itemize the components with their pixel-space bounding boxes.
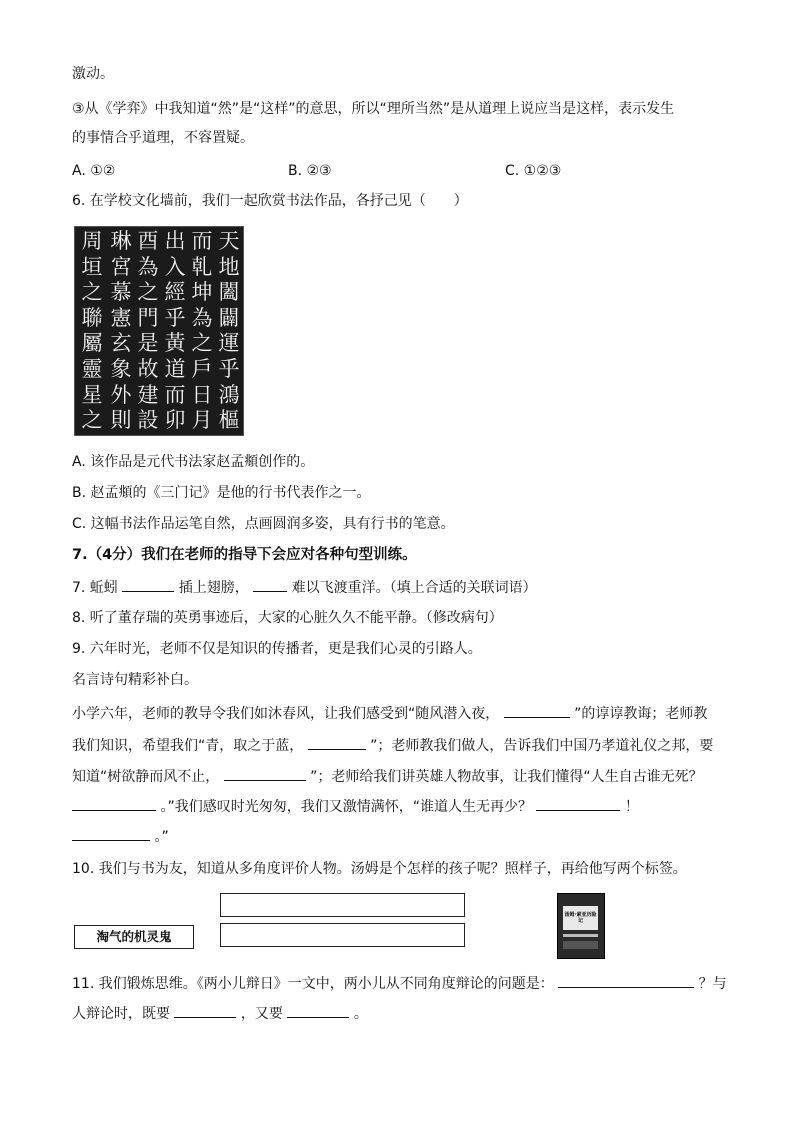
- q6-option-a[interactable]: A. 该作品是元代书法家赵孟頫创作的。: [72, 454, 315, 470]
- s7-part-b: 插上翅膀，: [178, 580, 249, 596]
- q5-text-line2: ③从《学弈》中我知道“然”是“这样”的意思，所以“理所当然”是从道理上说应当是这样，表示发生: [72, 101, 675, 117]
- q11-line-2: 人辩论时，既要 ，又要 。: [72, 1003, 368, 1024]
- poem-line-3: 知道“树欲静而风不止， ”；老师给我们讲英雄人物故事，让我们懂得“人生自古谁无死？: [72, 766, 703, 787]
- q5-option-a[interactable]: A. ①②: [72, 163, 116, 179]
- tag-answer-box-2[interactable]: [220, 923, 465, 947]
- example-tag: 淘气的机灵鬼: [74, 925, 194, 949]
- conjunction-blank-2[interactable]: [253, 577, 287, 592]
- calligraphy-column: 出入經乎黃道而卯: [164, 229, 186, 433]
- calligraphy-column: 周垣之聯屬靈星之: [81, 229, 103, 433]
- poem-line-1: 小学六年，老师的教导令我们如沐春风，让我们感受到“随风潜入夜， ”的谆谆教诲；老师教: [72, 703, 707, 724]
- q11-line-1: 11. 我们锻炼思维。《两小儿辩日》一文中，两小儿从不同角度辩论的问题是： ？与: [72, 973, 727, 994]
- q5-option-c[interactable]: C. ①②③: [505, 163, 562, 179]
- s7-part-a: 7. 蚯蚓: [72, 580, 118, 596]
- conjunction-blank-1[interactable]: [122, 577, 174, 592]
- poem-blank-2[interactable]: [308, 735, 366, 750]
- q11-blank-2[interactable]: [174, 1003, 236, 1018]
- q5-option-b[interactable]: B. ②③: [288, 163, 332, 179]
- calligraphy-column: 酉為之門是故建設: [137, 229, 159, 433]
- poem-blank-5[interactable]: [536, 796, 620, 811]
- q10-question: 10. 我们与书为友，知道从多角度评价人物。汤姆是个怎样的孩子呢？照样子，再给他写两个标签。: [72, 861, 687, 877]
- calligraphy-image: [74, 226, 244, 436]
- poem-line-2: 我们知识，希望我们“青，取之于蓝， ”；老师教我们做人，告诉我们中国乃孝道礼仪之邦，要: [72, 735, 713, 756]
- calligraphy-column: 琳宮慕憲玄象外則: [110, 229, 132, 433]
- q7-sentence-8: 8. 听了董存瑞的英勇事迹后，大家的心脏久久不能平静。（修改病句）: [72, 610, 503, 626]
- poem-blank-3[interactable]: [224, 766, 306, 781]
- calligraphy-column: 而乹坤為之戶日月: [191, 229, 213, 433]
- q11-blank-1[interactable]: [558, 973, 694, 988]
- q5-text-line1: 激动。: [72, 66, 114, 82]
- poem-blank-1[interactable]: [504, 703, 570, 718]
- q6-option-c[interactable]: C. 这幅书法作品运笔自然，点画圆润多姿，具有行书的笔意。: [72, 516, 455, 532]
- q7-sentence-7: [72, 577, 537, 598]
- poem-blank-6[interactable]: [72, 826, 150, 841]
- s7-part-c: 难以飞渡重洋。（填上合适的关联词语）: [291, 580, 537, 596]
- calligraphy-column: 天地闔闢運乎鴻樞: [218, 229, 240, 433]
- q6-question: 6. 在学校文化墙前，我们一起欣赏书法作品，各抒己见（ ）: [72, 193, 468, 209]
- book-title: 汤姆·索亚历险记: [564, 912, 597, 924]
- poem-line-5: 。”: [72, 826, 169, 847]
- q11-blank-3[interactable]: [287, 1003, 349, 1018]
- poem-line-4: 。”我们感叹时光匆匆，我们又激情满怀，“谁道人生无再少？ ！: [72, 796, 639, 817]
- q7-heading: 7.（4分）我们在老师的指导下会应对各种句型训练。: [72, 547, 417, 563]
- q7-sentence-9: 9. 六年时光，老师不仅是知识的传播者，更是我们心灵的引路人。: [72, 641, 482, 657]
- q6-option-b[interactable]: B. 赵孟頫的《三门记》是他的行书代表作之一。: [72, 485, 371, 501]
- tag-answer-box-1[interactable]: [220, 893, 465, 917]
- book-cover-image: [557, 893, 605, 959]
- q5-text-line3: 的事情合乎道理，不容置疑。: [72, 130, 254, 146]
- poem-blank-4[interactable]: [72, 796, 156, 811]
- poem-section-title: 名言诗句精彩补白。: [72, 672, 198, 688]
